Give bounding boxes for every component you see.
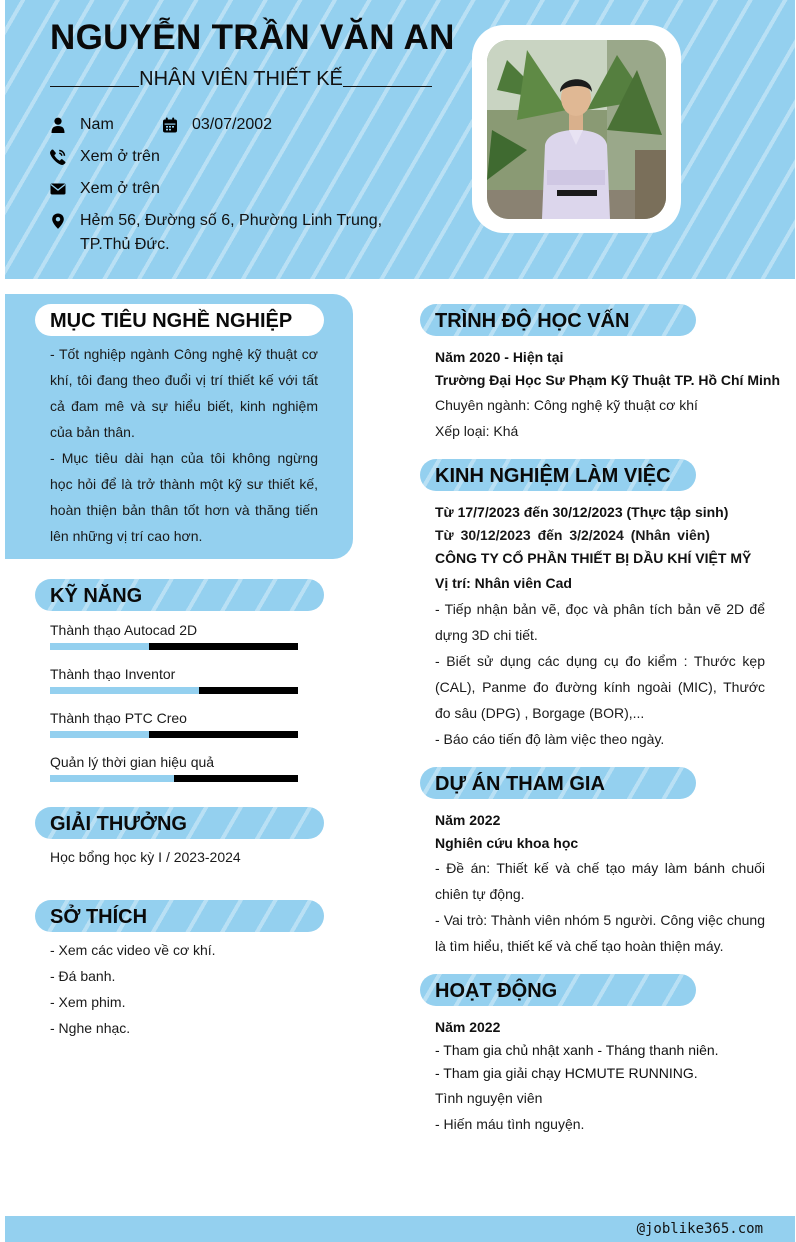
project-year: Năm 2022 bbox=[435, 812, 501, 828]
address-row bbox=[50, 211, 430, 257]
skill-level-bar bbox=[50, 775, 298, 782]
activity-item: - Hiến máu tình nguyện. bbox=[435, 1116, 585, 1132]
phone-value: Xem ở trên bbox=[80, 148, 160, 165]
skill-level-bar bbox=[50, 731, 298, 738]
address-value: Hẻm 56, Đường số 6, Phường Linh Trung, TP.Thủ Đức. bbox=[80, 212, 383, 253]
title-rule-right bbox=[343, 71, 432, 87]
experience-company: CÔNG TY CỔ PHẦN THIẾT BỊ DẦU KHÍ VIỆT MỸ bbox=[435, 550, 752, 566]
person-icon bbox=[50, 117, 66, 133]
skill-level-bar bbox=[50, 643, 298, 650]
skill-label: Thành thạo Inventor bbox=[50, 666, 176, 682]
experience-period-1: Từ 17/7/2023 đến 30/12/2023 (Thực tập sinh) bbox=[435, 504, 729, 520]
experience-duty-1: - Tiếp nhận bản vẽ, đọc và phân tích bản vẽ 2D để dựng 3D chi tiết. bbox=[435, 601, 765, 643]
skill-label: Quản lý thời gian hiệu quả bbox=[50, 754, 215, 770]
hobbies-title: SỞ THÍCH bbox=[35, 900, 324, 932]
photo-frame bbox=[472, 25, 681, 233]
experience-title: KINH NGHIỆM LÀM VIỆC bbox=[420, 459, 696, 491]
location-pin-icon bbox=[50, 213, 66, 229]
education-school: Trường Đại Học Sư Phạm Kỹ Thuật TP. Hồ Chí Minh bbox=[435, 372, 780, 388]
skill-item bbox=[50, 665, 298, 694]
activities-title: HOẠT ĐỘNG bbox=[420, 974, 696, 1006]
experience-position: Vị trí: Nhân viên Cad bbox=[435, 575, 572, 591]
header-banner bbox=[5, 0, 795, 279]
phone-icon bbox=[50, 149, 66, 165]
career-goal-paragraph-2: - Mục tiêu dài hạn của tôi không ngừng học hỏi để là trở thành một kỹ sư thiết kế, hoàn thiện bản thân tốt hơn và thăng tiến lên những vị trí cao hơn. bbox=[50, 450, 318, 544]
title-rule-left bbox=[50, 71, 139, 87]
education-period: Năm 2020 - Hiện tại bbox=[435, 349, 564, 365]
activity-year: Năm 2022 bbox=[435, 1019, 501, 1035]
birthdate-value: 03/07/2002 bbox=[192, 116, 273, 133]
period-word: đến bbox=[537, 527, 563, 543]
calendar-icon bbox=[162, 117, 178, 133]
hobby-item: - Nghe nhạc. bbox=[50, 1020, 131, 1036]
awards-title: GIẢI THƯỞNG bbox=[35, 807, 324, 839]
period-word: Từ bbox=[435, 527, 454, 543]
profile-photo-illustration bbox=[487, 40, 666, 219]
footer-website: @joblike365.com bbox=[636, 1221, 763, 1237]
project-name: Nghiên cứu khoa học bbox=[435, 835, 579, 851]
education-major: Chuyên ngành: Công nghệ kỹ thuật cơ khí bbox=[435, 397, 698, 413]
phone-row bbox=[50, 147, 160, 169]
gender-value: Nam bbox=[80, 116, 114, 133]
career-goal-paragraph-1: - Tốt nghiệp ngành Công nghệ kỹ thuật cơ khí, tôi đang theo đuổi vị trí thiết kế với tất cả đam mê và sự hiểu biết, kinh nghiệm của bản thân. bbox=[50, 346, 318, 440]
skill-level-fill bbox=[50, 731, 149, 738]
period-word: 30/12/2023 bbox=[460, 527, 531, 543]
job-title-text: NHÂN VIÊN THIẾT KẾ bbox=[139, 68, 343, 90]
hobby-item: - Xem các video về cơ khí. bbox=[50, 942, 216, 958]
job-title bbox=[50, 68, 432, 91]
skill-label: Thành thạo Autocad 2D bbox=[50, 622, 198, 638]
footer-bar bbox=[5, 1216, 795, 1242]
project-detail-1: - Đề án: Thiết kế và chế tạo máy làm bánh chuối chiên tự động. bbox=[435, 860, 765, 902]
birthdate-row bbox=[162, 115, 272, 137]
candidate-name: NGUYỄN TRẦN VĂN AN bbox=[50, 18, 455, 57]
education-rank: Xếp loại: Khá bbox=[435, 423, 519, 439]
gender-row bbox=[50, 115, 114, 137]
hobby-item: - Xem phim. bbox=[50, 994, 126, 1010]
skill-level-fill bbox=[50, 643, 149, 650]
period-word: (Nhân bbox=[630, 527, 671, 543]
skill-level-fill bbox=[50, 687, 199, 694]
activity-item: - Tham gia giải chạy HCMUTE RUNNING. bbox=[435, 1065, 698, 1081]
education-title: TRÌNH ĐỘ HỌC VẤN bbox=[420, 304, 696, 336]
skills-title: KỸ NĂNG bbox=[35, 579, 324, 611]
period-word: viên) bbox=[677, 527, 710, 543]
skill-label: Thành thạo PTC Creo bbox=[50, 710, 187, 726]
skill-item bbox=[50, 709, 298, 738]
profile-photo bbox=[487, 40, 666, 219]
hobby-item: - Đá banh. bbox=[50, 968, 116, 984]
skill-level-bar bbox=[50, 687, 298, 694]
career-goal-title: MỤC TIÊU NGHỀ NGHIỆP bbox=[35, 304, 324, 336]
period-word: 3/2/2024 bbox=[569, 527, 624, 543]
skill-item bbox=[50, 753, 298, 782]
activity-item: - Tham gia chủ nhật xanh - Tháng thanh niên. bbox=[435, 1042, 719, 1058]
experience-duty-2: - Biết sử dụng các dụng cụ đo kiểm : Thước kẹp (CAL), Panme đo đường kính ngoài (MIC), Thước đo sâu (DPG) , Borgage (BOR),... bbox=[435, 653, 765, 721]
experience-duty-3: - Báo cáo tiến độ làm việc theo ngày. bbox=[435, 731, 665, 747]
skill-item bbox=[50, 621, 298, 650]
project-detail-2: - Vai trò: Thành viên nhóm 5 người. Công việc chung là tìm hiểu, thiết kế và chế tạo hoàn thiện máy. bbox=[435, 912, 765, 954]
activity-item: Tình nguyện viên bbox=[435, 1090, 543, 1106]
skill-level-fill bbox=[50, 775, 174, 782]
award-item: Học bổng học kỳ I / 2023-2024 bbox=[50, 849, 241, 865]
projects-title: DỰ ÁN THAM GIA bbox=[420, 767, 696, 799]
email-row bbox=[50, 179, 160, 201]
experience-period-2 bbox=[435, 524, 710, 547]
email-value: Xem ở trên bbox=[80, 180, 160, 197]
envelope-icon bbox=[50, 181, 66, 197]
